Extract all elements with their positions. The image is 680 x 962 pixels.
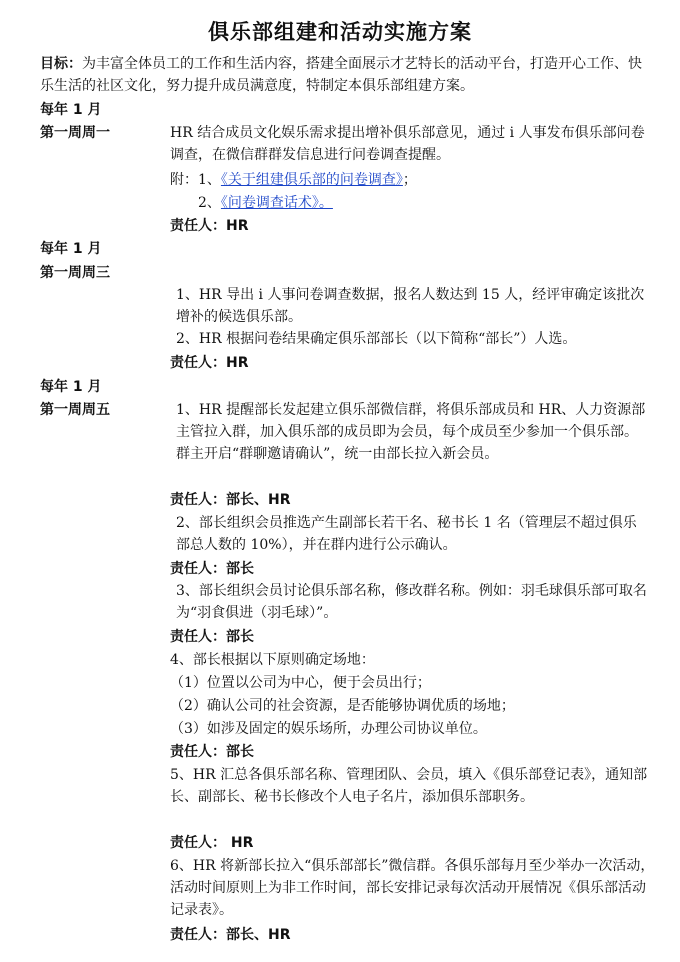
attachment-2-prefix: 2、: [198, 195, 221, 211]
section-3-item-2: 2、部长组织会员推选产生副部长若干名、秘书长 1 名（管理层不超过俱乐部总人数的 10%），并在群内进行公示确认。: [176, 515, 637, 553]
attachment-prefix: 附：1、: [170, 172, 221, 188]
section-1-attachment-1: [170, 169, 417, 191]
goal-text: 为丰富全体员工的工作和生活内容，搭建全面展示才艺特长的活动平台，打造开心工作、快乐生活的社区文化，努力提升成员满意度，特制定本俱乐部组建方案。: [40, 56, 642, 94]
section-1-week: 第一周周一: [40, 125, 110, 141]
section-3-item-4: 4、部长根据以下原则确定场地：: [170, 652, 375, 668]
section-1-responsible: 责任人：HR: [170, 218, 249, 234]
attachment-suffix: ；: [402, 172, 417, 188]
section-3-responsible-3: 责任人：部长: [170, 629, 254, 645]
section-3-item-3: 3、部长组织会员讨论俱乐部名称，修改群名称。例如：羽毛球俱乐部可取名为“羽食俱进（羽毛球）”。: [176, 583, 647, 621]
section-1-text: HR 结合成员文化娱乐需求提出增补俱乐部意见，通过 i 人事发布俱乐部问卷调查，在微信群群发信息进行问卷调查提醒。: [170, 125, 645, 163]
section-3-responsible-4: 责任人：部长: [170, 744, 254, 760]
script-link[interactable]: 《问卷调查话术》。: [220, 195, 333, 211]
section-2-week: 第一周周三: [40, 265, 110, 281]
section-1-attachment-2: [198, 192, 333, 214]
section-3-week: 第一周周五: [40, 402, 110, 418]
section-1-month: 每年 1 月: [40, 102, 102, 118]
goal-paragraph: [40, 53, 644, 97]
section-3-item-4-a: （1）位置以公司为中心，便于会员出行；: [170, 675, 431, 691]
section-3-item-4-b: （2）确认公司的社会资源，是否能够协调优质的场地；: [170, 698, 515, 714]
section-3-responsible-5: 责任人： HR: [170, 835, 254, 851]
goal-label: 目标：: [40, 56, 82, 72]
section-2-item-1: 1、HR 导出 i 人事问卷调查数据，报名人数达到 15 人，经评审确定该批次增补的候选俱乐部。: [176, 287, 645, 325]
section-3-responsible-2: 责任人：部长: [170, 561, 254, 577]
section-3-responsible-1: 责任人：部长、HR: [170, 492, 291, 508]
section-3-month: 每年 1 月: [40, 379, 102, 395]
section-2-item-2: 2、HR 根据问卷结果确定俱乐部部长（以下简称“部长”）人选。: [176, 331, 577, 347]
questionnaire-link[interactable]: 《关于组建俱乐部的问卷调查》: [220, 172, 403, 188]
document-title: 俱乐部组建和活动实施方案: [208, 20, 472, 44]
section-3-item-5: 5、HR 汇总各俱乐部名称、管理团队、会员，填入《俱乐部登记表》，通知部长、副部长、秘书长修改个人电子名片，添加俱乐部职务。: [170, 767, 648, 805]
section-2-responsible: 责任人：HR: [170, 355, 249, 371]
section-3-item-6: 6、HR 将新部长拉入“俱乐部部长”微信群。各俱乐部每月至少举办一次活动，活动时间原则上为非工作时间，部长安排记录每次活动开展情况《俱乐部活动记录表》。: [170, 858, 655, 918]
section-2-month: 每年 1 月: [40, 241, 102, 257]
section-3-responsible-6: 责任人：部长、HR: [170, 927, 291, 943]
section-3-item-4-c: （3）如涉及固定的娱乐场所，办理公司协议单位。: [170, 721, 487, 737]
section-3-item-1: 1、HR 提醒部长发起建立俱乐部微信群，将俱乐部成员和 HR、人力资源部主管拉入群，加入俱乐部的成员即为会员，每个成员至少参加一个俱乐部。群主开启“群聊邀请确认”，统一由部长拉入新会员。: [176, 402, 646, 462]
